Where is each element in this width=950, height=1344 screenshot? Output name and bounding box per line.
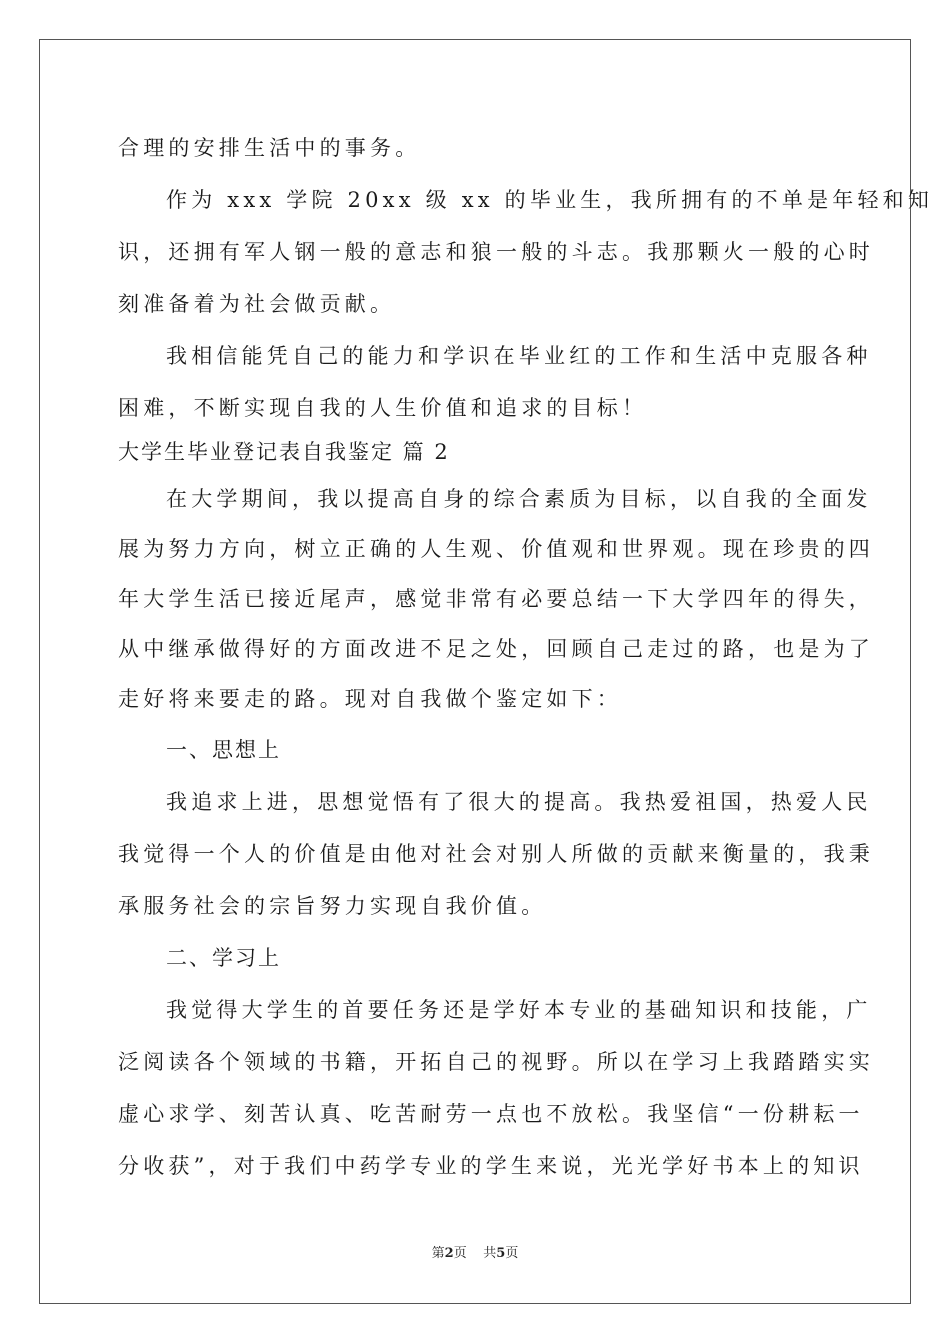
text-line: 我相信能凭自己的能力和学识在毕业红的工作和生活中克服各种 [166, 344, 872, 368]
text-line: 我追求上进，思想觉悟有了很大的提高。我热爱祖国，热爱人民 [166, 790, 872, 814]
text-line: 我觉得一个人的价值是由他对社会对别人所做的贡献来衡量的，我秉 [118, 842, 874, 866]
text-line: 我觉得大学生的首要任务还是学好本专业的基础知识和技能，广 [166, 998, 872, 1022]
text-line: 作为 xxx 学院 20xx 级 xx 的毕业生，我所拥有的不单是年轻和知 [166, 188, 934, 212]
section-title: 大学生毕业登记表自我鉴定 篇 2 [118, 440, 450, 464]
text-line: 泛阅读各个领域的书籍，开拓自己的视野。所以在学习上我踏踏实实 [118, 1050, 874, 1074]
text-line: 识，还拥有军人钢一般的意志和狼一般的斗志。我那颗火一般的心时 [118, 240, 874, 264]
page-prefix: 第 [431, 1246, 445, 1261]
text-line: 承服务社会的宗旨努力实现自我价值。 [118, 894, 547, 918]
page-suffix: 页 [453, 1246, 467, 1261]
total-suffix: 页 [505, 1246, 519, 1261]
text-line: 虚心求学、刻苦认真、吃苦耐劳一点也不放松。我坚信“一份耕耘一 [118, 1102, 864, 1126]
subheading: 二、学习上 [166, 946, 281, 970]
text-line: 走好将来要走的路。现对自我做个鉴定如下： [118, 687, 622, 711]
text-line: 分收获”，对于我们中药学专业的学生来说，光光学好书本上的知识 [118, 1154, 864, 1178]
text-line: 从中继承做得好的方面改进不足之处，回顾自己走过的路，也是为了 [118, 637, 874, 661]
text-line: 在大学期间，我以提高自身的综合素质为目标，以自我的全面发 [166, 487, 872, 511]
text-line: 刻准备着为社会做贡献。 [118, 292, 396, 316]
page-footer [0, 1242, 950, 1261]
text-line: 年大学生活已接近尾声，感觉非常有必要总结一下大学四年的得失， [118, 587, 874, 611]
total-prefix: 共 [483, 1246, 497, 1261]
page-number: 2 [444, 1246, 454, 1261]
text-line: 合理的安排生活中的事务。 [118, 136, 421, 160]
text-line: 展为努力方向，树立正确的人生观、价值观和世界观。现在珍贵的四 [118, 537, 874, 561]
text-line: 困难，不断实现自我的人生价值和追求的目标！ [118, 396, 648, 420]
subheading: 一、思想上 [166, 738, 281, 762]
total-pages: 5 [496, 1246, 506, 1261]
